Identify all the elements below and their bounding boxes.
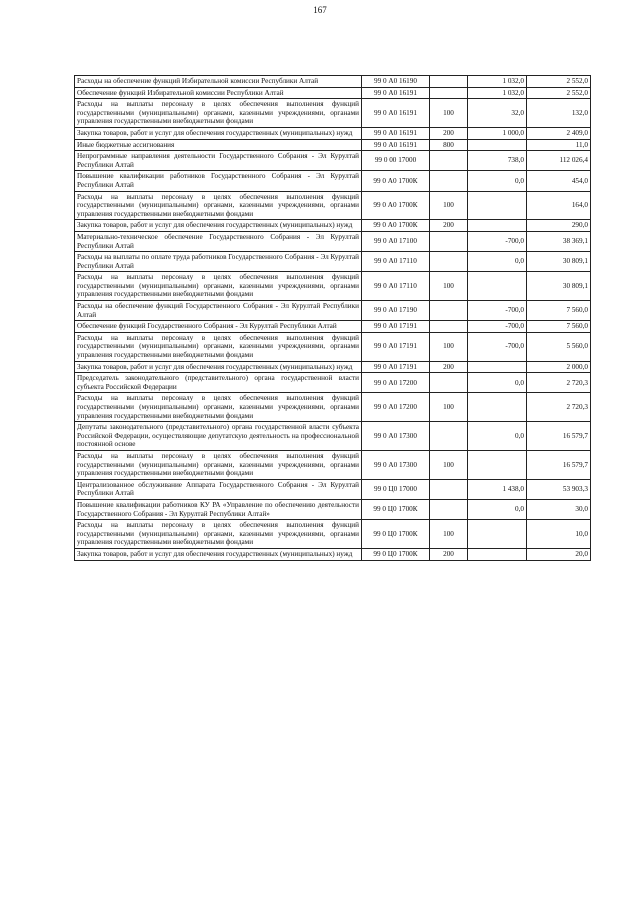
amount-change-cell xyxy=(468,220,527,232)
expense-name-cell: Депутаты законодательного (представительного) органа государственной власти субъекта Российской Федерации, осуществляющие депутатскую деятельность на профессиональной постоянной основе xyxy=(75,422,362,451)
expense-type-cell xyxy=(430,479,468,499)
target-article-cell: 99 0 А0 17300 xyxy=(362,422,430,451)
expense-type-cell xyxy=(430,422,468,451)
expense-name-cell: Расходы на выплаты персоналу в целях обеспечения выполнения функций государственными (муниципальными) органами, казенными учреждениями, органами управления государственными внебюджетными фондами xyxy=(75,332,362,361)
expense-type-cell: 100 xyxy=(430,272,468,301)
expense-type-cell xyxy=(430,231,468,251)
amount-change-cell: 0,0 xyxy=(468,422,527,451)
amount-total-cell: 30 809,1 xyxy=(527,272,591,301)
amount-total-cell: 290,0 xyxy=(527,220,591,232)
amount-total-cell: 7 560,0 xyxy=(527,321,591,333)
amount-change-cell: 32,0 xyxy=(468,99,527,128)
amount-total-cell: 38 369,1 xyxy=(527,231,591,251)
expense-name-cell: Расходы на выплаты персоналу в целях обеспечения выполнения функций государственными (муниципальными) органами, казенными учреждениями, органами управления государственными внебюджетными фондами xyxy=(75,393,362,422)
amount-total-cell: 5 560,0 xyxy=(527,332,591,361)
expense-type-cell xyxy=(430,301,468,321)
expense-type-cell xyxy=(430,373,468,393)
amount-change-cell xyxy=(468,548,527,560)
table-row xyxy=(75,191,591,220)
target-article-cell: 99 0 А0 17200 xyxy=(362,393,430,422)
expense-name-cell: Председатель законодательного (представительного) органа государственной власти субъекта Российской Федерации xyxy=(75,373,362,393)
table-row xyxy=(75,520,591,549)
table-row xyxy=(75,450,591,479)
table-row xyxy=(75,127,591,139)
table-row xyxy=(75,171,591,191)
table-row xyxy=(75,139,591,151)
amount-change-cell xyxy=(468,520,527,549)
amount-change-cell: 1 032,0 xyxy=(468,87,527,99)
expense-type-cell xyxy=(430,499,468,519)
table-row xyxy=(75,499,591,519)
target-article-cell: 99 0 А0 16191 xyxy=(362,127,430,139)
table-row xyxy=(75,231,591,251)
amount-total-cell: 454,0 xyxy=(527,171,591,191)
amount-total-cell: 2 409,0 xyxy=(527,127,591,139)
amount-change-cell: 0,0 xyxy=(468,373,527,393)
amount-total-cell: 10,0 xyxy=(527,520,591,549)
expense-name-cell: Расходы на выплаты персоналу в целях обеспечения выполнения функций государственными (муниципальными) органами, казенными учреждениями, органами управления государственными внебюджетными фондами xyxy=(75,450,362,479)
table-row xyxy=(75,321,591,333)
amount-change-cell xyxy=(468,272,527,301)
expense-type-cell xyxy=(430,76,468,88)
amount-change-cell: 1 438,0 xyxy=(468,479,527,499)
amount-change-cell: 0,0 xyxy=(468,171,527,191)
expense-name-cell: Закупка товаров, работ и услуг для обеспечения государственных (муниципальных) нужд xyxy=(75,127,362,139)
amount-change-cell xyxy=(468,139,527,151)
amount-total-cell: 132,0 xyxy=(527,99,591,128)
table-row xyxy=(75,422,591,451)
target-article-cell: 99 0 А0 16191 xyxy=(362,139,430,151)
target-article-cell: 99 0 Ц0 1700К xyxy=(362,499,430,519)
amount-total-cell: 11,0 xyxy=(527,139,591,151)
table-row xyxy=(75,361,591,373)
expense-type-cell: 100 xyxy=(430,450,468,479)
expense-type-cell: 200 xyxy=(430,361,468,373)
amount-change-cell xyxy=(468,393,527,422)
amount-total-cell: 7 560,0 xyxy=(527,301,591,321)
table-row xyxy=(75,393,591,422)
budget-table-body xyxy=(75,76,591,561)
amount-change-cell: -700,0 xyxy=(468,332,527,361)
table-row xyxy=(75,220,591,232)
amount-change-cell: 0,0 xyxy=(468,252,527,272)
expense-name-cell: Расходы на выплаты персоналу в целях обеспечения выполнения функций государственными (муниципальными) органами, казенными учреждениями, органами управления государственными внебюджетными фондами xyxy=(75,272,362,301)
target-article-cell: 99 0 А0 17300 xyxy=(362,450,430,479)
target-article-cell: 99 0 Ц0 1700К xyxy=(362,548,430,560)
table-row xyxy=(75,272,591,301)
expense-type-cell xyxy=(430,171,468,191)
expense-name-cell: Материально-техническое обеспечение Государственного Собрания - Эл Курултай Республики Алтай xyxy=(75,231,362,251)
amount-total-cell: 20,0 xyxy=(527,548,591,560)
expense-name-cell: Расходы на обеспечение функций Избирательной комиссии Республики Алтай xyxy=(75,76,362,88)
target-article-cell: 99 0 А0 1700К xyxy=(362,171,430,191)
amount-change-cell: -700,0 xyxy=(468,321,527,333)
amount-total-cell: 30 809,1 xyxy=(527,252,591,272)
target-article-cell: 99 0 А0 17190 xyxy=(362,301,430,321)
expense-name-cell: Закупка товаров, работ и услуг для обеспечения государственных (муниципальных) нужд xyxy=(75,361,362,373)
amount-total-cell: 16 579,7 xyxy=(527,422,591,451)
target-article-cell: 99 0 А0 1700К xyxy=(362,191,430,220)
table-row xyxy=(75,301,591,321)
amount-total-cell: 2 552,0 xyxy=(527,76,591,88)
table-row xyxy=(75,76,591,88)
expense-name-cell: Расходы на выплаты персоналу в целях обеспечения выполнения функций государственными (муниципальными) органами, казенными учреждениями, органами управления государственными внебюджетными фондами xyxy=(75,520,362,549)
expense-type-cell: 800 xyxy=(430,139,468,151)
expense-name-cell: Расходы на выплаты персоналу в целях обеспечения выполнения функций государственными (муниципальными) органами, казенными учреждениями, органами управления государственными внебюджетными фондами xyxy=(75,191,362,220)
table-row xyxy=(75,151,591,171)
expense-type-cell: 200 xyxy=(430,548,468,560)
amount-total-cell: 2 000,0 xyxy=(527,361,591,373)
expense-type-cell xyxy=(430,87,468,99)
table-row xyxy=(75,332,591,361)
target-article-cell: 99 0 А0 16191 xyxy=(362,99,430,128)
amount-total-cell: 164,0 xyxy=(527,191,591,220)
target-article-cell: 99 0 А0 1700К xyxy=(362,220,430,232)
target-article-cell: 99 0 А0 16190 xyxy=(362,76,430,88)
expense-name-cell: Централизованное обслуживание Аппарата Государственного Собрания - Эл Курултай Республики Алтай xyxy=(75,479,362,499)
target-article-cell: 99 0 А0 17191 xyxy=(362,361,430,373)
table-row xyxy=(75,99,591,128)
expense-name-cell: Обеспечение функций Государственного Собрания - Эл Курултай Республики Алтай xyxy=(75,321,362,333)
expense-type-cell xyxy=(430,151,468,171)
expense-name-cell: Повышение квалификации работников КУ РА «Управление по обеспечению деятельности Государственного Собрания - Эл Курултай Республики Алтай» xyxy=(75,499,362,519)
target-article-cell: 99 0 А0 17100 xyxy=(362,231,430,251)
amount-total-cell: 2 552,0 xyxy=(527,87,591,99)
expense-name-cell: Закупка товаров, работ и услуг для обеспечения государственных (муниципальных) нужд xyxy=(75,548,362,560)
amount-change-cell xyxy=(468,361,527,373)
expense-type-cell: 100 xyxy=(430,99,468,128)
amount-change-cell: -700,0 xyxy=(468,301,527,321)
amount-total-cell: 2 720,3 xyxy=(527,373,591,393)
table-row xyxy=(75,252,591,272)
expense-name-cell: Повышение квалификации работников Государственного Собрания - Эл Курултай Республики Алтай xyxy=(75,171,362,191)
expense-type-cell: 200 xyxy=(430,127,468,139)
target-article-cell: 99 0 А0 17191 xyxy=(362,332,430,361)
amount-change-cell xyxy=(468,191,527,220)
amount-total-cell: 2 720,3 xyxy=(527,393,591,422)
target-article-cell: 99 0 А0 16191 xyxy=(362,87,430,99)
amount-total-cell: 112 026,4 xyxy=(527,151,591,171)
target-article-cell: 99 0 Ц0 1700К xyxy=(362,520,430,549)
expense-type-cell: 100 xyxy=(430,191,468,220)
table-row xyxy=(75,548,591,560)
amount-change-cell: 1 032,0 xyxy=(468,76,527,88)
table-row xyxy=(75,373,591,393)
expense-name-cell: Расходы на выплаты персоналу в целях обеспечения выполнения функций государственными (муниципальными) органами, казенными учреждениями, органами управления государственными внебюджетными фондами xyxy=(75,99,362,128)
amount-change-cell: -700,0 xyxy=(468,231,527,251)
expense-type-cell: 100 xyxy=(430,332,468,361)
expense-name-cell: Закупка товаров, работ и услуг для обеспечения государственных (муниципальных) нужд xyxy=(75,220,362,232)
table-row xyxy=(75,87,591,99)
target-article-cell: 99 0 Ц0 17000 xyxy=(362,479,430,499)
expense-type-cell xyxy=(430,252,468,272)
target-article-cell: 99 0 А0 17110 xyxy=(362,272,430,301)
expense-type-cell: 200 xyxy=(430,220,468,232)
expense-type-cell xyxy=(430,321,468,333)
target-article-cell: 99 0 А0 17191 xyxy=(362,321,430,333)
expense-name-cell: Непрограммные направления деятельности Государственного Собрания - Эл Курултай Республики Алтай xyxy=(75,151,362,171)
amount-change-cell: 0,0 xyxy=(468,499,527,519)
expense-name-cell: Расходы на обеспечение функций Государственного Собрания - Эл Курултай Республики Алтай xyxy=(75,301,362,321)
amount-total-cell: 30,0 xyxy=(527,499,591,519)
table-row xyxy=(75,479,591,499)
expense-type-cell: 100 xyxy=(430,520,468,549)
expense-name-cell: Расходы на выплаты по оплате труда работников Государственного Собрания - Эл Курултай Республики Алтай xyxy=(75,252,362,272)
page-number: 167 xyxy=(313,5,327,15)
target-article-cell: 99 0 А0 17200 xyxy=(362,373,430,393)
amount-change-cell xyxy=(468,450,527,479)
budget-table xyxy=(74,75,591,561)
amount-total-cell: 16 579,7 xyxy=(527,450,591,479)
expense-name-cell: Обеспечение функций Избирательной комиссии Республики Алтай xyxy=(75,87,362,99)
target-article-cell: 99 0 00 17000 xyxy=(362,151,430,171)
amount-change-cell: 1 000,0 xyxy=(468,127,527,139)
amount-change-cell: 738,0 xyxy=(468,151,527,171)
expense-type-cell: 100 xyxy=(430,393,468,422)
expense-name-cell: Иные бюджетные ассигнования xyxy=(75,139,362,151)
target-article-cell: 99 0 А0 17110 xyxy=(362,252,430,272)
amount-total-cell: 53 903,3 xyxy=(527,479,591,499)
